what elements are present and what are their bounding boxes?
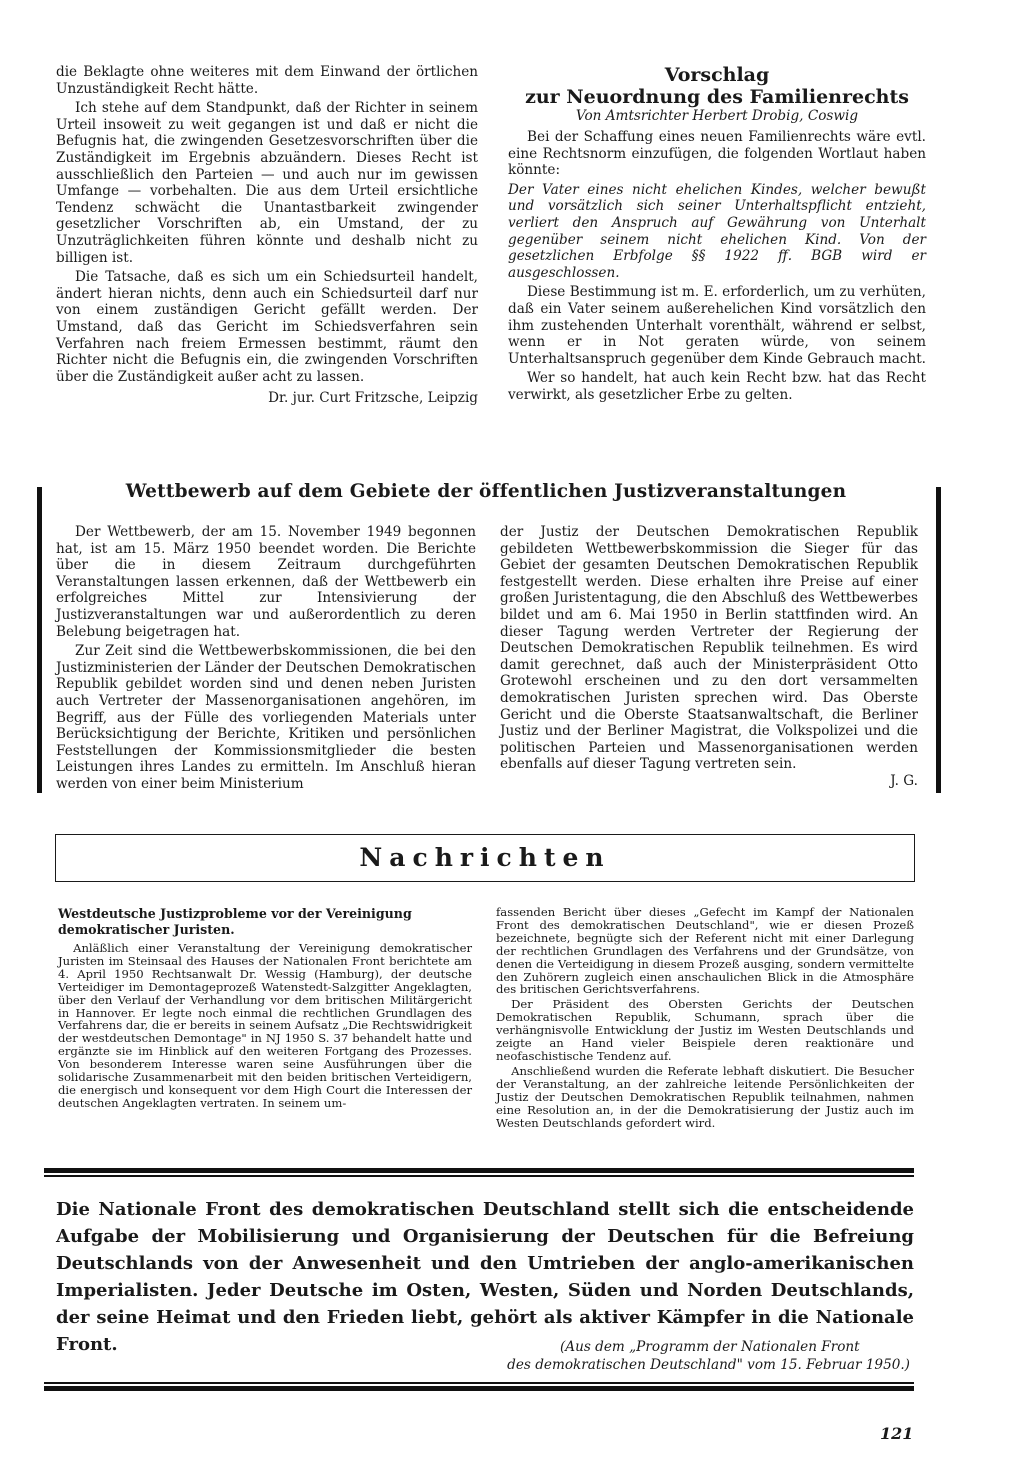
paragraph: Die Tatsache, daß es sich um ein Schiedsurteil handelt, ändert hieran nichts, denn auch ein Schiedsurteil darf nur von einem zuständigen Gericht gefällt werden. Der Umstand, daß das Gericht im Schiedsverfahren sein Verfahren nach freiem Ermessen bestimmt, räumt den Richter nicht die Befugnis ein, die zwingenden Vorschriften über die Zuständigkeit außer acht zu lassen. bbox=[56, 269, 478, 385]
paragraph: Der Wettbewerb, der am 15. November 1949 begonnen hat, ist am 15. März 1950 beendet worden. Die Berichte über die in diesem Zeitraum durchgeführten Veranstaltungen lassen erkennen, daß der Wettbewerb ein erfolgreiches Mittel zur Intensivierung der Justizveranstaltungen war und außerordentlich zu deren Belebung beigetragen hat. bbox=[56, 524, 476, 640]
author-initials: J. G. bbox=[890, 772, 918, 789]
author-signature: Dr. jur. Curt Fritzsche, Leipzig bbox=[268, 390, 478, 407]
left-margin-bar bbox=[37, 487, 42, 793]
top-thin-rule bbox=[44, 1175, 914, 1177]
news-heading-box bbox=[55, 834, 915, 882]
program-quote: Die Nationale Front des demokratischen Deutschland stellt sich die entscheidende Aufgabe der Mobilisierung und Organisierung der Deutschen für die Befreiung Deutschlands von der Anwesenheit und den Umtrieben der anglo-amerikanischen Imperialisten. Jeder Deutsche im Osten, Westen, Süden und Norden Deutschlands, der seine Heimat und den Frieden liebt, gehört als aktiver Kämpfer in die Nationale Front. bbox=[56, 1199, 914, 1355]
source-line: des demokratischen Deutschland" vom 15. Februar 1950.) bbox=[507, 1357, 910, 1373]
paragraph: Der Präsident des Obersten Gerichts der Deutschen Demokratischen Republik, Schumann, sprach über die verhängnisvolle Entwicklung der Justiz im Westen Deutschlands und zeigte an Hand vieler Beispiele deren reaktionäre und neofaschistische Tendenz auf. bbox=[496, 997, 914, 1063]
competition-title: Wettbewerb auf dem Gebiete der öffentlichen Justizveranstaltungen bbox=[125, 481, 847, 502]
paragraph: der Justiz der Deutschen Demokratischen Republik gebildeten Wettbewerbskommission die Sieger für das Gebiet der gesamten Deutschen Demokratischen Republik festgestellt werden. Diese erhalten ihre Preise auf einer großen Juristentagung, die den Abschluß des Wettbewerbes bildet und am 6. Mai 1950 in Berlin stattfinden wird. An dieser Tagung werden Vertreter der Regierung der Deutschen Demokratischen Republik teilnehmen. Es wird damit gerechnet, daß auch der Ministerpräsident Otto Grotewohl erscheinen und zu den dort versammelten demokratischen Juristen sprechen wird. Das Oberste Gericht und die Oberste Staatsanwaltschaft, die Berliner Justiz und der Berliner Magistrat, die Volkspolizei und die politischen Parteien und Massenorganisationen werden ebenfalls auf dieser Tagung vertreten sein. bbox=[500, 524, 918, 773]
page-number: 121 bbox=[880, 1424, 914, 1443]
competition-right-column bbox=[500, 524, 918, 790]
program-source bbox=[420, 1338, 910, 1374]
paragraph: fassenden Bericht über dieses „Gefecht im Kampf der Nationalen Front des demokratischen Deutschland", wie er diesen Prozeß bezeichnete, begnügte sich der Referent nicht mit einer Darlegung der rechtlichen Grundlagen des Verfahrens und der Grundsätze, von denen die Verteidigung in diesem Prozeß ausging, sondern vermittelte den Zuhörern zugleich einen anschaulichen Blick in die Atmosphäre des britischen Gerichtsverfahrens. bbox=[496, 905, 914, 997]
paragraph: Wer so handelt, hat auch kein Recht bzw. hat das Recht verwirkt, als gesetzlicher Erbe zu gelten. bbox=[508, 370, 926, 403]
source-line: (Aus dem „Programm der Nationalen Front bbox=[560, 1339, 860, 1355]
article-subtitle: zur Neuordnung des Familienrechts bbox=[525, 86, 909, 108]
paragraph: Zur Zeit sind die Wettbewerbskommissionen, die bei den Justizministerien der Länder der Deutschen Demokratischen Republik gebildet worden sind und denen neben Juristen auch Vertreter der Massenorganisationen angehören, im Begriff, aus der Fülle des vorliegenden Materials unter Berücksichtigung der Berichte, Kritiken und persönlichen Feststellungen der Kommissionsmitglieder die besten Leistungen ihres Landes zu ermitteln. Im Anschluß hieran werden von einer beim Ministerium bbox=[56, 643, 476, 792]
paragraph: Anläßlich einer Veranstaltung der Vereinigung demokratischer Juristen im Steinsaal des Hauses der Nationalen Front berichtete am 4. April 1950 Rechtsanwalt Dr. Wessig (Hamburg), der deutsche Verteidiger im Demontageprozeß Watenstedt-Salzgitter Angeklagten, über den Verlauf der Verhandlung vor dem britischen Militärgericht in Hannover. Er legte noch einmal die rechtlichen Grundlagen des Verfahrens dar, die er bereits in seinem Aufsatz „Die Rechtswidrigkeit der westdeutschen Demontage" in NJ 1950 S. 37 behandelt hatte und ergänzte sie im Hinblick auf den weiteren Fortgang des Prozesses. Von besonderem Interesse waren seine Ausführungen über die solidarische Zusammenarbeit mit den beiden britischen Verteidigern, die energisch und konsequent vor dem High Court die Interessen der deutschen Angeklagten vertraten. In seinem um- bbox=[58, 941, 472, 1110]
news-heading: Nachrichten bbox=[359, 843, 611, 872]
news-left-column bbox=[58, 906, 472, 1110]
bottom-thick-rule bbox=[44, 1386, 914, 1391]
paragraph: die Beklagte ohne weiteres mit dem Einwand der örtlichen Unzuständigkeit Recht hätte. bbox=[56, 64, 478, 97]
paragraph: Diese Bestimmung ist m. E. erforderlich, um zu verhüten, daß ein Vater seinem außerehelichen Kind vorsätzlich den ihm zustehenden Unterhalt vorenthält, während er selbst, wenn er in Not geraten würde, von seinem Unterhaltsanspruch gegenüber dem Kinde Gebrauch macht. bbox=[508, 284, 926, 367]
right-margin-bar bbox=[936, 487, 941, 793]
legal-norm-quote: Der Vater eines nicht ehelichen Kindes, welcher bewußt und vorsätzlich sich seiner Unterhaltspflicht entzieht, verliert den Anspruch auf Gewährung von Unterhalt gegenüber seinem nicht ehelichen Kind. Von der gesetzlichen Erbfolge §§ 1922 ff. BGB wird er ausgeschlossen. bbox=[508, 181, 926, 281]
news-subheading: Westdeutsche Justizprobleme vor der Vereinigung demokratischer Juristen. bbox=[58, 906, 412, 937]
paragraph: Bei der Schaffung eines neuen Familienrechts wäre evtl. eine Rechtsnorm einzufügen, die folgenden Wortlaut haben könnte: bbox=[508, 129, 926, 179]
article-continuation bbox=[56, 64, 478, 407]
top-thick-rule bbox=[44, 1168, 914, 1173]
article-title: Vorschlag bbox=[664, 64, 770, 86]
news-right-column bbox=[496, 906, 914, 1129]
bottom-thin-rule bbox=[44, 1382, 914, 1384]
article-byline: Von Amtsrichter Herbert Drobig, Coswig bbox=[575, 108, 859, 124]
competition-left-column bbox=[56, 524, 476, 793]
paragraph: Ich stehe auf dem Standpunkt, daß der Richter in seinem Urteil insoweit zu weit gegangen ist und daß er nicht die Befugnis hat, die zwingenden Gesetzesvorschriften über die Zuständigkeit im Ergebnis abzuändern. Dieses Recht ist ausschließlich den Parteien — und auch nur im gewissen Umfange — vorbehalten. Die aus dem Urteil ersichtliche Tendenz schwächt die Unantastbarkeit zwingender gesetzlicher Vorschriften ab, ein Umstand, der zu Unzuträglichkeiten führen könnte und deshalb nicht zu billigen ist. bbox=[56, 100, 478, 266]
paragraph: Anschließend wurden die Referate lebhaft diskutiert. Die Besucher der Veranstaltung, an der zahlreiche leitende Persönlichkeiten der Justiz der Deutschen Demokratischen Republik teilnahmen, nahmen eine Resolution an, in der die Demokratisierung der Justiz auch im Westen Deutschlands gefordert wird. bbox=[496, 1063, 914, 1130]
proposal-article bbox=[508, 64, 926, 404]
